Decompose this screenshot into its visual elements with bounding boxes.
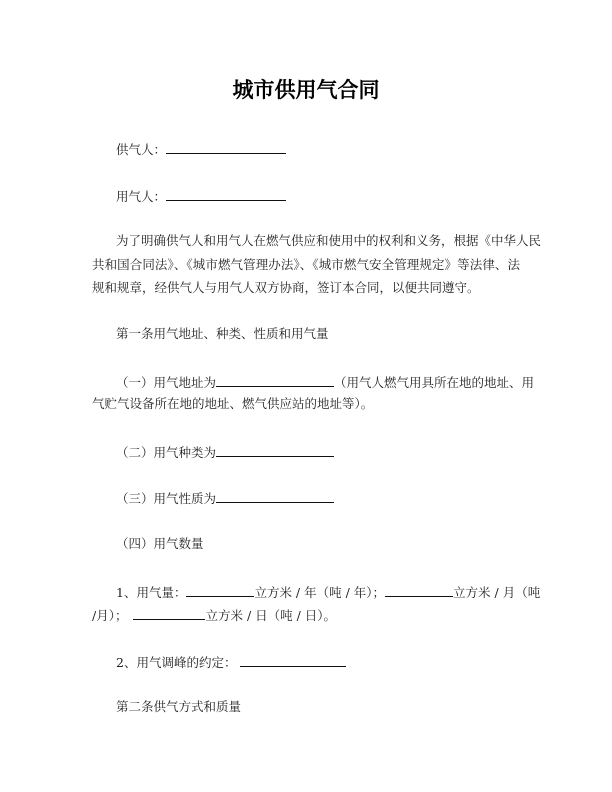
quantity-line-2	[92, 606, 520, 624]
monthly-unit-cont: /月）；	[92, 608, 128, 623]
article1-heading: 第一条用气地址、种类、性质和用气量	[116, 326, 329, 341]
yearly-unit: 立方米 / 年（吨 / 年）；	[254, 585, 386, 600]
quantity-line-1	[92, 583, 541, 601]
address-note-line-2: 气贮气设备所在地的地址、燃气供应站的地址等）。	[92, 396, 374, 411]
supplier-label: 供气人：	[116, 142, 167, 157]
article2-heading: 第二条供气方式和质量	[116, 699, 242, 714]
user-label: 用气人：	[116, 189, 167, 204]
nature-blank	[216, 489, 334, 503]
quantity-label: 1、用气量：	[116, 585, 187, 600]
monthly-unit: 立方米 / 月（吨	[453, 585, 541, 600]
peak-label: 2、用气调峰的约定：	[116, 655, 237, 670]
address-blank	[216, 373, 334, 387]
user-line	[92, 187, 520, 205]
type-label: （二）用气种类为	[116, 445, 217, 460]
nature-line	[92, 489, 520, 507]
peak-blank	[240, 653, 346, 667]
yearly-blank	[186, 583, 254, 597]
user-blank	[166, 187, 286, 201]
peak-line	[92, 653, 520, 671]
supplier-blank	[166, 140, 286, 154]
monthly-blank	[385, 583, 453, 597]
supplier-line	[92, 140, 520, 158]
address-line	[92, 373, 535, 391]
preamble-line-2: 共和国合同法》、《城市燃气管理办法》、《城市燃气安全管理规定》等法律、法	[92, 257, 520, 272]
address-note: （用气人燃气用具所在地的地址、用	[334, 375, 535, 390]
daily-unit: 立方米 / 日（吨 / 日）。	[205, 608, 337, 623]
preamble-line-1: 为了明确供气人和用气人在燃气供应和使用中的权利和义务，根据《中华人民	[116, 233, 542, 248]
address-label: （一）用气地址为	[116, 375, 217, 390]
type-blank	[216, 443, 334, 457]
nature-label: （三）用气性质为	[116, 491, 217, 506]
daily-blank	[133, 606, 205, 620]
document-title: 城市供用气合同	[232, 78, 380, 102]
quantity-heading: （四）用气数量	[116, 536, 204, 551]
type-line	[92, 443, 520, 461]
preamble-line-3: 规和规章，经供气人与用气人双方协商，签订本合同，以便共同遵守。	[92, 280, 480, 295]
